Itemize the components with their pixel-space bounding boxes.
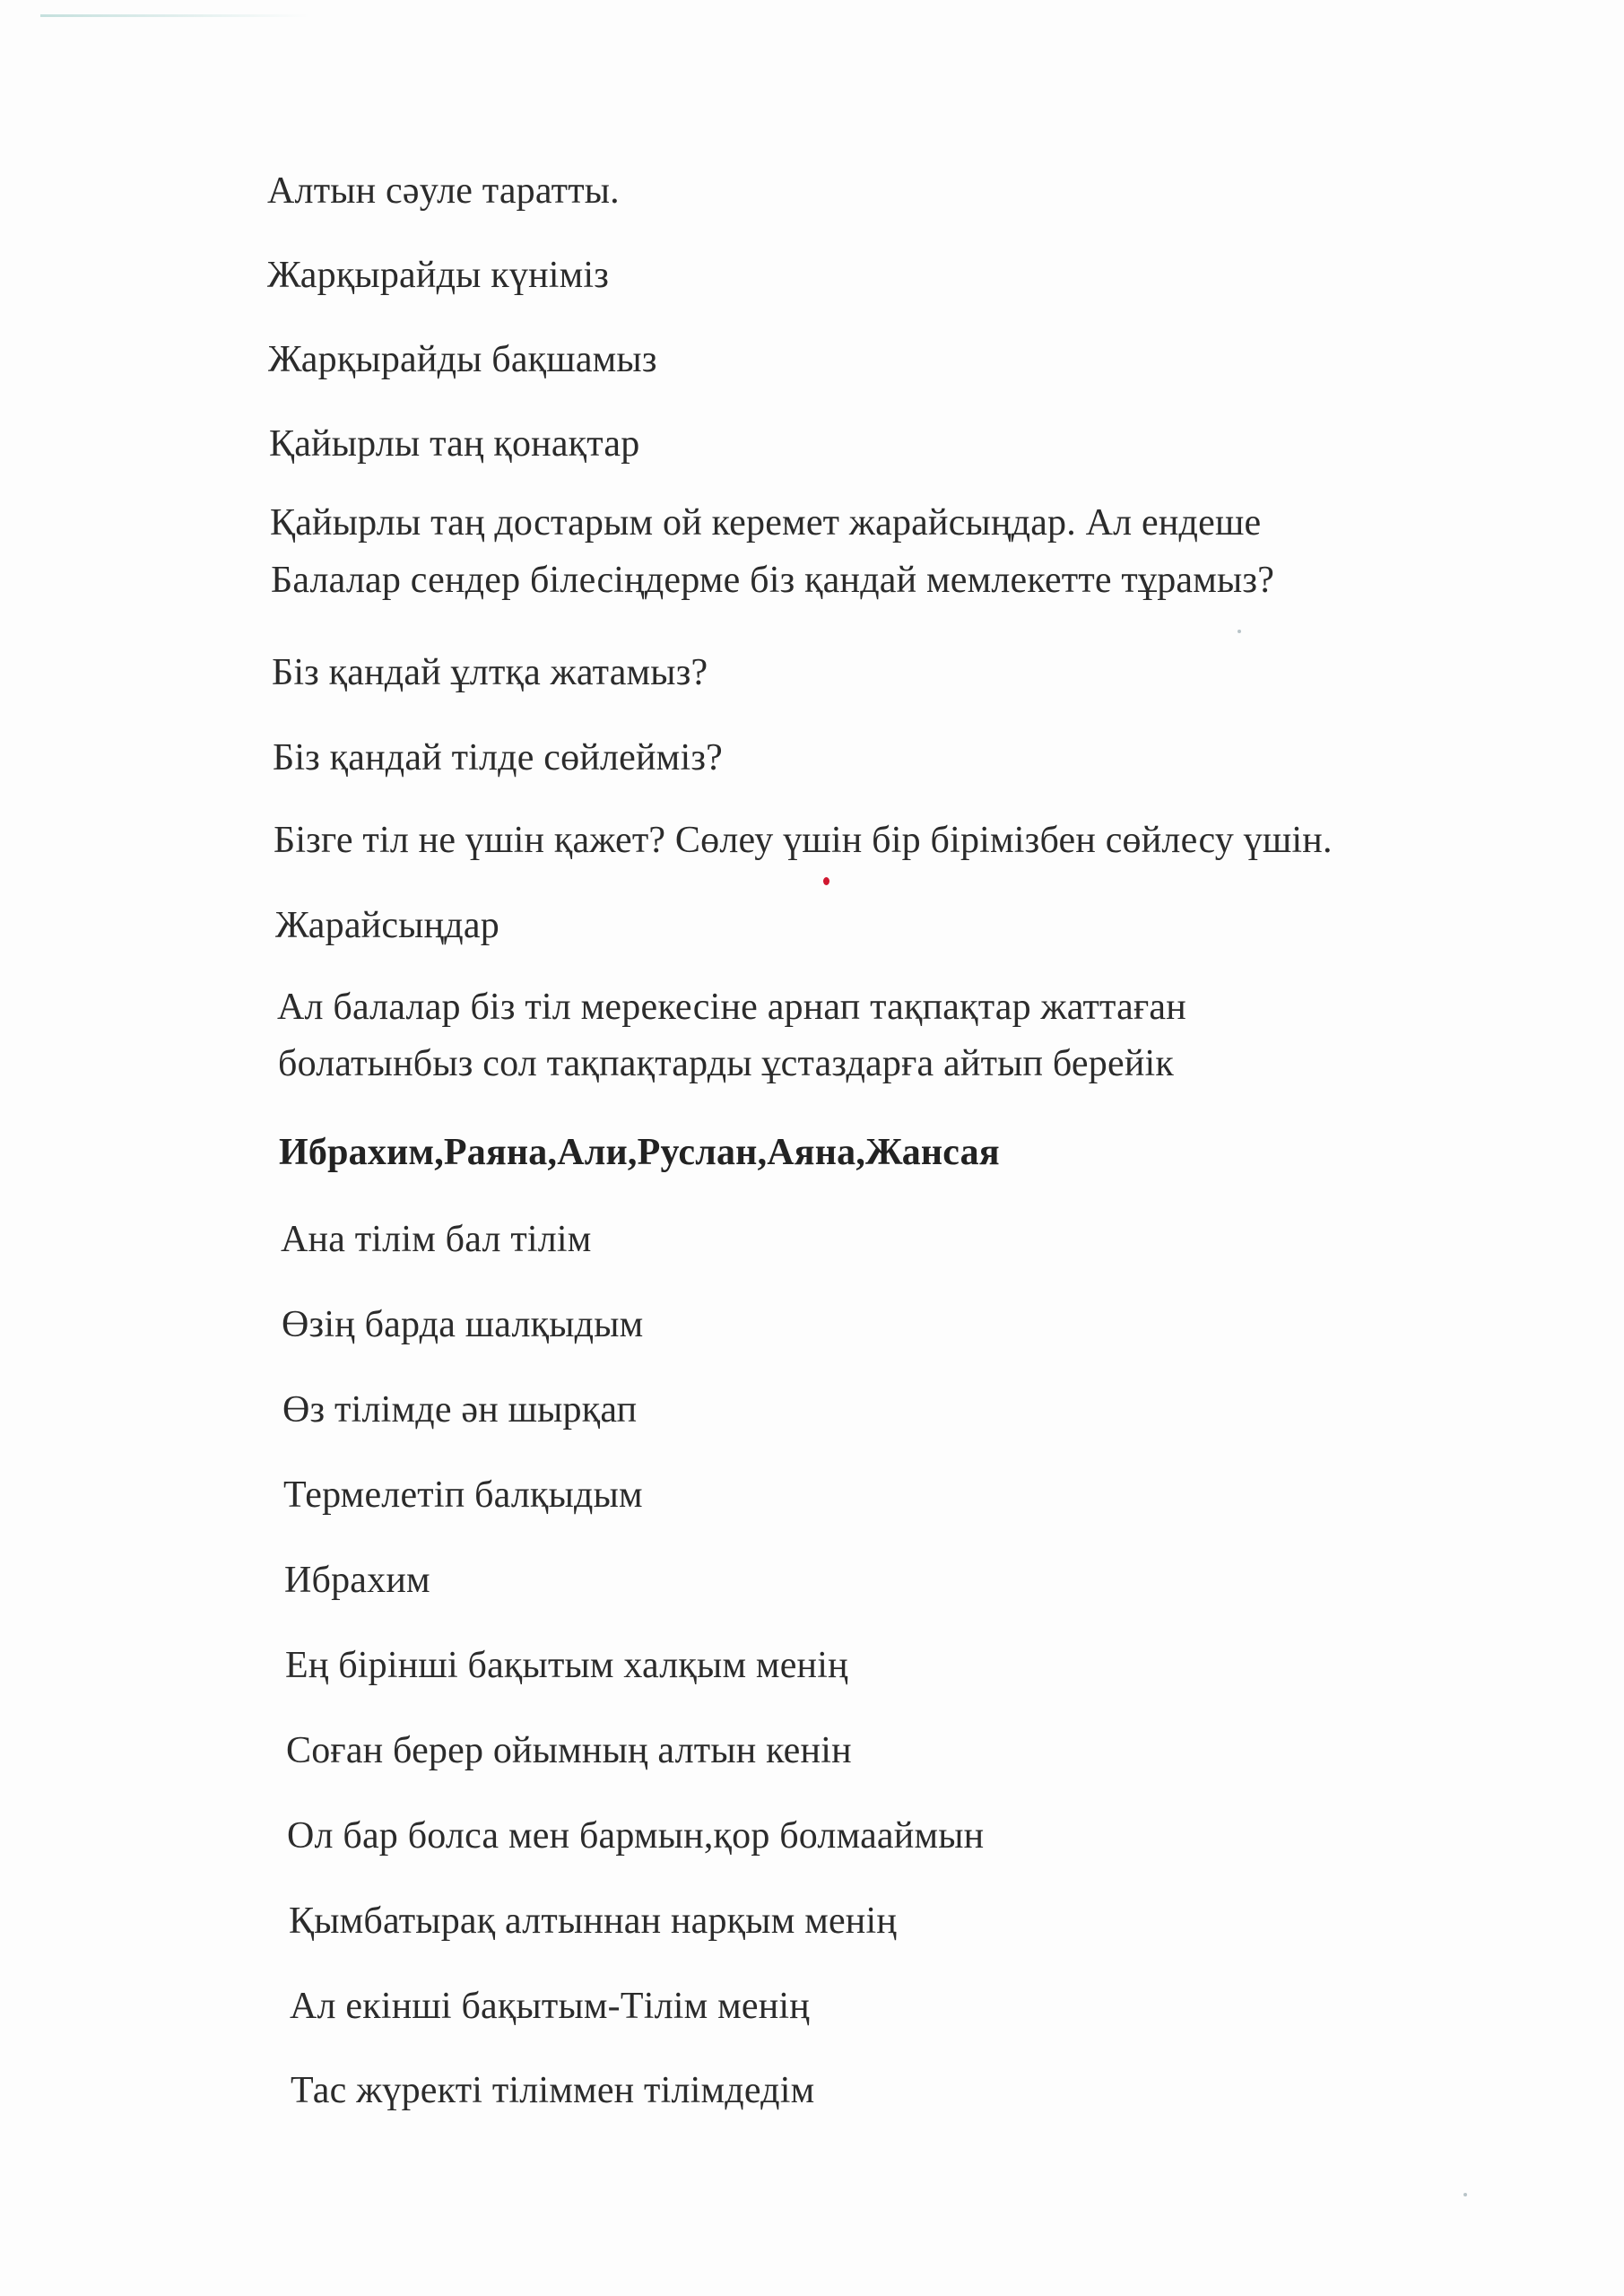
- text-line: Қымбатырақ алтыннан нарқым менің: [289, 1900, 898, 1942]
- text-line: Соған берер ойымның алтын кенін: [286, 1730, 852, 1771]
- text-line: Балалар сендер білесіңдерме біз қандай мемлекетте тұрамыз?: [271, 560, 1275, 601]
- text-line: Бізге тіл не үшін қажет? Сөлеу үшін бір бірімізбен сөйлесу үшін.: [274, 820, 1333, 861]
- ink-speck: [823, 877, 829, 885]
- text-line: Біз қандай тілде сөйлейміз?: [273, 737, 723, 778]
- text-line: Қайырлы таң достарым ой керемет жарайсыңдар. Ал ендеше: [270, 502, 1262, 544]
- text-line: Ең бірінші бақытым халқым менің: [285, 1645, 848, 1686]
- text-line: Ибрахим: [284, 1560, 430, 1601]
- text-line: Біз қандай ұлтқа жатамыз?: [272, 652, 708, 693]
- text-line: Тас жүректі тіліммен тілімдедім: [291, 2070, 815, 2111]
- scan-dust: [1238, 630, 1241, 633]
- names-heading: Ибрахим,Раяна,Али,Руслан,Аяна,Жансая: [279, 1132, 1000, 1173]
- text-line: Ол бар болса мен бармын,қор болмааймын: [287, 1815, 985, 1857]
- text-line: Ал екінші бақытым-Тілім менің: [290, 1986, 810, 2027]
- text-line: Жарқырайды бақшамыз: [268, 339, 657, 380]
- text-line: Қайырлы таң қонақтар: [269, 423, 640, 465]
- text-line: Өзің барда шалқыдым: [282, 1304, 644, 1345]
- text-line: Ана тілім бал тілім: [281, 1219, 592, 1260]
- text-line: Алтын сәуле таратты.: [267, 170, 620, 212]
- text-line: Ал балалар біз тіл мерекесіне арнап тақпақтар жаттаған: [277, 987, 1186, 1028]
- text-line: Жарайсыңдар: [275, 905, 499, 946]
- text-line: болатынбыз сол тақпақтарды ұстаздарға айтып берейік: [278, 1043, 1174, 1084]
- scan-dust: [1463, 2193, 1467, 2196]
- text-line: Термелетіп балқыдым: [283, 1474, 643, 1516]
- text-line: Жарқырайды күніміз: [267, 255, 610, 296]
- text-line: Өз тілімде ән шырқап: [282, 1389, 638, 1431]
